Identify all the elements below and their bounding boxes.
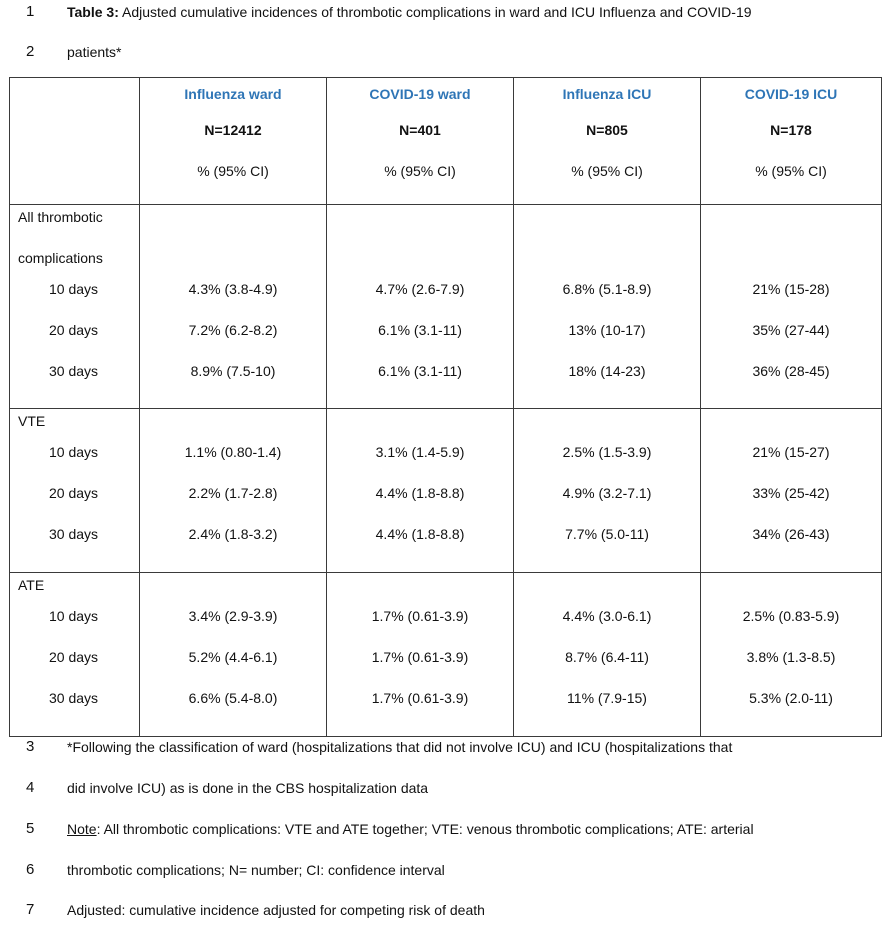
header-cell <box>514 78 701 205</box>
column-n: N=401 <box>399 122 441 138</box>
value-cell: 4.4% (1.8-8.8) <box>375 526 465 542</box>
footnote-line-3 <box>0 737 889 757</box>
line-number: 6 <box>26 861 35 878</box>
note-label: Note <box>67 821 97 837</box>
value-cell: 1.7% (0.61-3.9) <box>371 690 469 706</box>
footnote-text: *Following the classification of ward (hospitalizations that did not involve ICU) and ICU (hospitalizations that <box>67 739 733 755</box>
section-all-thrombotic <box>10 205 882 409</box>
footnote-line-7 <box>0 900 889 920</box>
footnote-line-4 <box>0 778 889 798</box>
row-label: 10 days <box>49 608 99 624</box>
value-cell: 2.5% (0.83-5.9) <box>742 608 840 624</box>
line-number: 2 <box>26 43 35 60</box>
row-label: 30 days <box>49 690 99 706</box>
value-cell: 6.1% (3.1-11) <box>378 322 462 338</box>
value-cell: 2.4% (1.8-3.2) <box>188 526 278 542</box>
footnote-text: Adjusted: cumulative incidence adjusted for competing risk of death <box>67 902 485 918</box>
row-label: 20 days <box>49 649 99 665</box>
line-number: 3 <box>26 738 35 755</box>
value-cell: 3.8% (1.3-8.5) <box>746 649 836 665</box>
incidence-table <box>9 77 882 737</box>
section-label: All thrombotic <box>18 209 103 225</box>
section-label: complications <box>18 250 103 266</box>
row-labels <box>10 573 140 737</box>
footnote-line-5 <box>0 819 889 839</box>
value-cell: 5.3% (2.0-11) <box>749 690 833 706</box>
value-cell: 1.7% (0.61-3.9) <box>371 608 469 624</box>
column-unit: % (95% CI) <box>755 163 827 179</box>
value-cell: 8.7% (6.4-11) <box>565 649 649 665</box>
value-cell: 8.9% (7.5-10) <box>190 363 276 379</box>
value-cell: 35% (27-44) <box>752 322 830 338</box>
column-group: COVID-19 ICU <box>744 86 838 102</box>
value-column <box>140 409 327 573</box>
value-cell: 4.4% (1.8-8.8) <box>375 485 465 501</box>
value-cell: 21% (15-27) <box>752 444 830 460</box>
value-cell: 4.7% (2.6-7.9) <box>375 281 465 297</box>
row-label: 20 days <box>49 322 99 338</box>
value-column <box>701 409 882 573</box>
value-cell: 6.8% (5.1-8.9) <box>562 281 652 297</box>
footnote-text: did involve ICU) as is done in the CBS hospitalization data <box>67 780 429 796</box>
note-text: : All thrombotic complications: VTE and ATE together; VTE: venous thrombotic complications; ATE: arterial <box>96 821 754 837</box>
header-cell <box>701 78 882 205</box>
table-caption-continued: patients* <box>67 44 122 60</box>
column-group: Influenza ICU <box>562 86 652 102</box>
section-ate <box>10 573 882 737</box>
footnote-text <box>67 819 879 839</box>
title-line-2 <box>0 42 889 62</box>
header-cell <box>140 78 327 205</box>
table-caption-label: Table 3: <box>67 4 119 20</box>
column-n: N=12412 <box>204 122 262 138</box>
row-label: 10 days <box>49 444 99 460</box>
value-cell: 3.1% (1.4-5.9) <box>375 444 465 460</box>
title-line-1 <box>0 2 889 22</box>
value-cell: 7.7% (5.0-11) <box>565 526 649 542</box>
value-column <box>327 573 514 737</box>
line-number: 1 <box>26 3 35 20</box>
value-column <box>327 409 514 573</box>
section-label: VTE <box>18 413 46 429</box>
header-cell <box>327 78 514 205</box>
value-cell: 4.4% (3.0-6.1) <box>562 608 652 624</box>
value-cell: 6.1% (3.1-11) <box>378 363 462 379</box>
row-labels <box>10 205 140 409</box>
footnote-line-6 <box>0 860 889 880</box>
value-cell: 1.7% (0.61-3.9) <box>371 649 469 665</box>
footnote-text: thrombotic complications; N= number; CI: confidence interval <box>67 862 445 878</box>
value-cell: 36% (28-45) <box>752 363 830 379</box>
column-unit: % (95% CI) <box>197 163 269 179</box>
section-vte <box>10 409 882 573</box>
row-labels <box>10 409 140 573</box>
value-cell: 11% (7.9-15) <box>567 690 647 706</box>
value-column <box>701 573 882 737</box>
value-column <box>701 205 882 409</box>
line-number: 4 <box>26 779 35 796</box>
line-number: 7 <box>26 901 35 918</box>
value-cell: 5.2% (4.4-6.1) <box>188 649 278 665</box>
value-column <box>140 573 327 737</box>
value-cell: 4.3% (3.8-4.9) <box>188 281 278 297</box>
value-cell: 4.9% (3.2-7.1) <box>562 485 652 501</box>
value-column <box>140 205 327 409</box>
value-cell: 33% (25-42) <box>752 485 830 501</box>
value-cell: 1.1% (0.80-1.4) <box>184 444 282 460</box>
column-group: COVID-19 ward <box>369 86 471 102</box>
value-column <box>327 205 514 409</box>
row-label: 20 days <box>49 485 99 501</box>
value-cell: 3.4% (2.9-3.9) <box>188 608 278 624</box>
table-caption-text: Adjusted cumulative incidences of thrombotic complications in ward and ICU Influenza and COVID-19 <box>118 4 752 20</box>
value-column <box>514 573 701 737</box>
column-unit: % (95% CI) <box>571 163 643 179</box>
value-cell: 18% (14-23) <box>568 363 646 379</box>
column-unit: % (95% CI) <box>384 163 456 179</box>
value-cell: 2.5% (1.5-3.9) <box>562 444 652 460</box>
table-caption <box>67 2 879 22</box>
section-label: ATE <box>18 577 45 593</box>
table-header-row <box>10 78 882 205</box>
value-cell: 6.6% (5.4-8.0) <box>188 690 278 706</box>
column-group: Influenza ward <box>184 86 282 102</box>
value-cell: 21% (15-28) <box>752 281 830 297</box>
value-cell: 34% (26-43) <box>752 526 830 542</box>
row-label: 30 days <box>49 363 99 379</box>
header-empty-cell <box>10 78 140 205</box>
column-n: N=178 <box>770 122 812 138</box>
row-label: 30 days <box>49 526 99 542</box>
value-column <box>514 409 701 573</box>
value-column <box>514 205 701 409</box>
column-n: N=805 <box>586 122 628 138</box>
row-label: 10 days <box>49 281 99 297</box>
value-cell: 2.2% (1.7-2.8) <box>188 485 278 501</box>
line-number: 5 <box>26 820 35 837</box>
value-cell: 7.2% (6.2-8.2) <box>188 322 278 338</box>
value-cell: 13% (10-17) <box>568 322 646 338</box>
